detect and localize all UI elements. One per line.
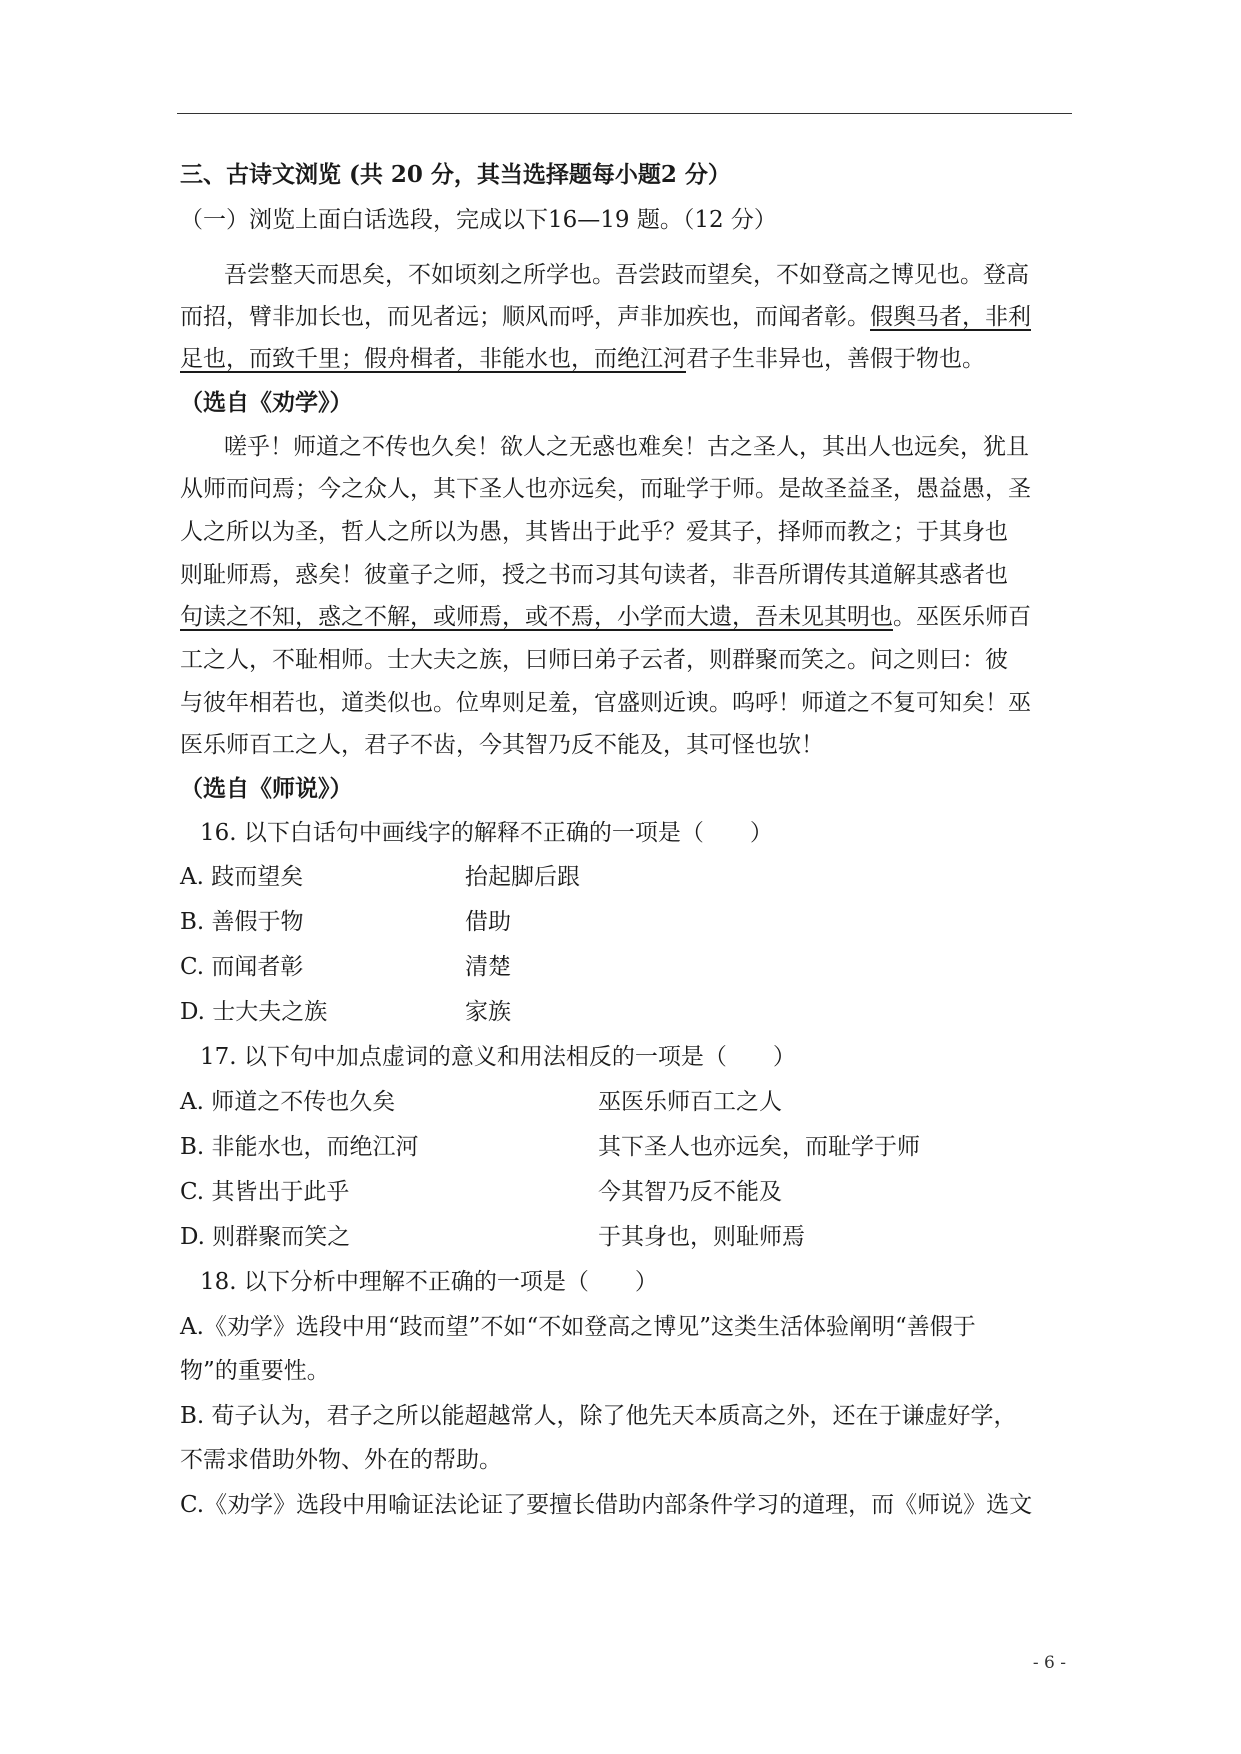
q17-d-answer: 于其身也，则耻师焉 bbox=[598, 1224, 805, 1250]
q17-b-answer: 其下圣人也亦远矣，而耻学于师 bbox=[598, 1134, 920, 1160]
q16-b-answer: 借助 bbox=[465, 909, 511, 935]
shishuo-line-5 bbox=[180, 602, 1031, 632]
q18-option-b-line-2: 不需求借助外物、外在的帮助。 bbox=[180, 1447, 502, 1473]
shishuo-line-3: 人之所以为圣，哲人之所以为愚，其皆出于此乎？爱其子，择师而教之；于其身也 bbox=[180, 519, 1008, 545]
header-rule bbox=[177, 113, 1072, 114]
q16-stem: 16. 以下白话句中画线字的解释不正确的一项是（ ） bbox=[200, 820, 773, 846]
quanxue-line-3 bbox=[180, 344, 985, 374]
shishuo-line-6: 工之人，不耻相师。士大夫之族，曰师曰弟子云者，则群聚而笑之。问之则曰：彼 bbox=[180, 647, 1008, 673]
q16-a-text: A. 跂而望矣 bbox=[180, 864, 304, 890]
q17-c-text: C. 其皆出于此乎 bbox=[180, 1179, 350, 1205]
q16-c-answer: 清楚 bbox=[465, 954, 511, 980]
shishuo-line-4: 则耻师焉，惑矣！彼童子之师，授之书而习其句读者，非吾所谓传其道解其惑者也 bbox=[180, 562, 1008, 588]
quanxue-underlined-2: 足也，而致千里；假舟楫者，非能水也，而绝江河 bbox=[180, 346, 686, 372]
q16-a-answer: 抬起脚后跟 bbox=[465, 864, 580, 890]
shishuo-line-1: 嗟乎！师道之不传也久矣！欲人之无惑也难矣！古之圣人，其出人也远矣，犹且 bbox=[224, 434, 1029, 460]
shishuo-line-2: 从师而问焉；今之众人，其下圣人也亦远矣，而耻学于师。是故圣益圣，愚益愚，圣 bbox=[180, 476, 1031, 502]
shishuo-line-5b: 。巫医乐师百 bbox=[893, 604, 1031, 630]
q17-c-answer: 今其智乃反不能及 bbox=[598, 1179, 782, 1205]
q16-c-text: C. 而闻者彰 bbox=[180, 954, 304, 980]
q17-d-text: D. 则群聚而笑之 bbox=[180, 1224, 351, 1250]
q17-b-text: B. 非能水也，而绝江河 bbox=[180, 1134, 419, 1160]
quanxue-line-3b: 君子生非异也，善假于物也。 bbox=[686, 346, 985, 372]
quanxue-line-2a: 而招，臂非加长也，而见者远；顺风而呼，声非加疾也，而闻者彰。 bbox=[180, 304, 870, 330]
q16-d-text: D. 士大夫之族 bbox=[180, 999, 328, 1025]
shishuo-source: （选自《师说》） bbox=[180, 775, 353, 802]
shishuo-line-8: 医乐师百工之人，君子不齿，今其智乃反不能及，其可怪也欤！ bbox=[180, 732, 824, 758]
quanxue-line-1: 吾尝整天而思矣，不如顷刻之所学也。吾尝跂而望矣，不如登高之博见也。登高 bbox=[224, 262, 1029, 288]
q17-a-answer: 巫医乐师百工之人 bbox=[598, 1089, 782, 1115]
sub-title: （一）浏览上面白话选段，完成以下16—19 题。（12 分） bbox=[180, 207, 777, 233]
q17-a-text: A. 师道之不传也久矣 bbox=[180, 1089, 396, 1115]
q18-option-a-line-1: A.《劝学》选段中用“跂而望”不如“不如登高之博见”这类生活体验阐明“善假于 bbox=[180, 1314, 976, 1340]
quanxue-underlined-1: 假舆马者，非利 bbox=[870, 304, 1031, 330]
quanxue-line-2 bbox=[180, 302, 1031, 332]
section-title: 三、古诗文浏览 (共 20 分，其当选择题每小题2 分） bbox=[180, 161, 731, 188]
shishuo-underlined: 句读之不知，惑之不解，或师焉，或不焉，小学而大遗，吾未见其明也 bbox=[180, 604, 893, 630]
q18-stem: 18. 以下分析中理解不正确的一项是（ ） bbox=[200, 1269, 658, 1295]
q18-option-b-line-1: B. 荀子认为，君子之所以能超越常人，除了他先天本质高之外，还在于谦虚好学， bbox=[180, 1403, 1017, 1429]
q17-stem: 17. 以下句中加点虚词的意义和用法相反的一项是（ ） bbox=[200, 1044, 796, 1070]
page-number: - 6 - bbox=[1032, 1653, 1066, 1673]
q18-option-a-line-2: 物”的重要性。 bbox=[180, 1358, 330, 1384]
shishuo-line-7: 与彼年相若也，道类似也。位卑则足羞，官盛则近谀。呜呼！师道之不复可知矣！巫 bbox=[180, 690, 1031, 716]
q18-option-c-line-1: C.《劝学》选段中用喻证法论证了要擅长借助内部条件学习的道理，而《师说》选文 bbox=[180, 1492, 1033, 1518]
q16-b-text: B. 善假于物 bbox=[180, 909, 304, 935]
quanxue-source: （选自《劝学》） bbox=[180, 389, 353, 416]
q16-d-answer: 家族 bbox=[465, 999, 511, 1025]
